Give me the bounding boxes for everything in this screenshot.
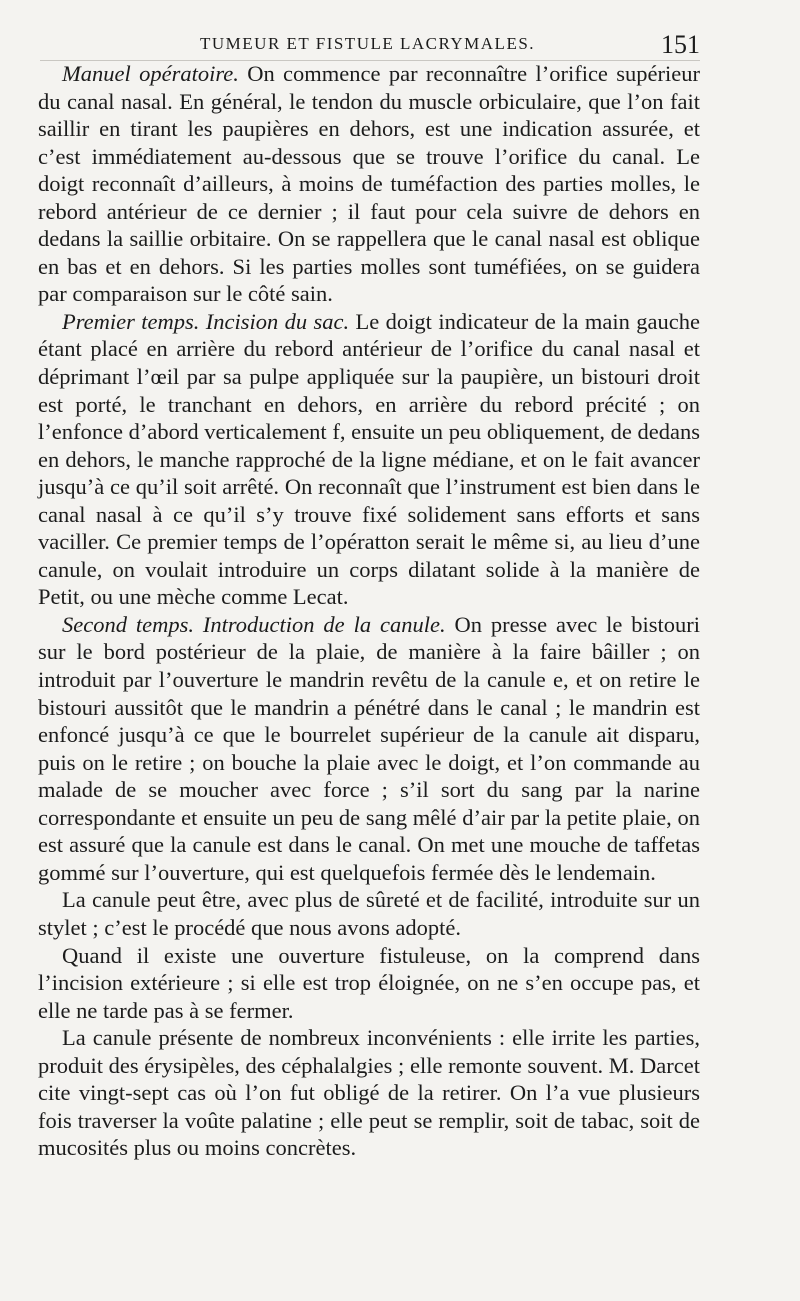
paragraph-heading: Manuel opératoire. [62,61,239,86]
paragraph-text: La canule présente de nombreux inconvénients : elle irrite les parties, produit des érysipèles, des céphalalgies ; elle remonte souvent. M. Darcet cite vingt-sept cas où l’on fut obligé de la retirer. On l’a vue plusieurs fois traverser la voûte palatine ; elle peut se remplir, soit de tabac, soit de mucosités plus ou moins concrètes. [38,1025,700,1161]
paragraph-text: Quand il existe une ouverture fistuleuse, on la comprend dans l’incision extérieure ; si elle est trop éloignée, on ne s’en occupe pas, et elle ne tarde pas à se fermer. [38,942,700,1023]
running-head: TUMEUR ET FISTULE LACRYMALES. [200,34,536,53]
paragraph-manuel-operatoire [38,60,700,308]
paragraph-stylet [38,886,700,941]
paragraph-text: On commence par reconnaître l’orifice supérieur du canal nasal. En général, le tendon du muscle orbiculaire, que l’on fait saillir en tirant les paupières en dehors, est une indication assurée, et c’est immédiatement au-dessous que se trouve l’orifice du canal. Le doigt reconnaît d’ailleurs, à moins de tuméfaction des parties molles, le rebord antérieur de ce dernier ; il faut pour cela suivre de dehors en dedans la saillie orbitaire. On se rappellera que le canal nasal est oblique en bas et en dehors. Si les parties molles sont tuméfiées, on se guidera par comparaison sur le côté sain. [38,61,700,307]
paragraph-ouverture-fistuleuse [38,942,700,1025]
page-body [38,60,700,1162]
page-header [40,30,700,61]
paragraph-premier-temps [38,308,700,611]
paragraph-heading: Premier temps. Incision du sac. [62,308,350,334]
paragraph-second-temps [38,611,700,886]
paragraph-heading: Second temps. Introduction de la canule. [62,611,446,637]
paragraph-text: La canule peut être, avec plus de sûreté et de facilité, introduite sur un stylet ; c’est le procédé que nous avons adopté. [38,887,700,940]
paragraph-text: Le doigt indicateur de la main gauche étant placé en arrière du rebord antérieur de l’orifice du canal nasal et déprimant l’œil par sa pulpe appliquée sur la paupière, un bistouri droit est porté, le tranchant en dehors, en arrière du rebord précité ; on l’enfonce d’abord verticalement f, ensuite un peu obliquement, de dedans en dehors, le manche rapproché de la ligne médiane, et on le fait avancer jusqu’à ce qu’il soit arrêté. On reconnaît que l’instrument est bien dans le canal nasal à ce qu’il s’y trouve fixé solidement sans efforts et sans vaciller. Ce premier temps de l’opératton serait le même si, au lieu d’une canule, on voulait introduire un corps dilatant solide à la manière de Petit, ou une mèche comme Lecat. [38,308,700,610]
paragraph-text: On presse avec le bistouri sur le bord postérieur de la plaie, de manière à la faire bâiller ; on introduit par l’ouverture le mandrin revêtu de la canule e, et on retire le bistouri aussitôt que le mandrin a pénétré dans le canal ; le mandrin est enfoncé jusqu’à ce que le bourrelet supérieur de la canule ait disparu, puis on le retire ; on bouche la plaie avec le doigt, et l’on commande au malade de se moucher avec force ; s’il sort du sang par la narine correspondante et ensuite un peu de sang mêlé d’air par la petite plaie, on est assuré que la canule est dans le canal. On met une mouche de taffetas gommé sur l’ouverture, qui est quelquefois fermée dès le lendemain. [38,611,700,885]
paragraph-inconvenients [38,1024,700,1162]
page-number: 151 [661,30,700,59]
